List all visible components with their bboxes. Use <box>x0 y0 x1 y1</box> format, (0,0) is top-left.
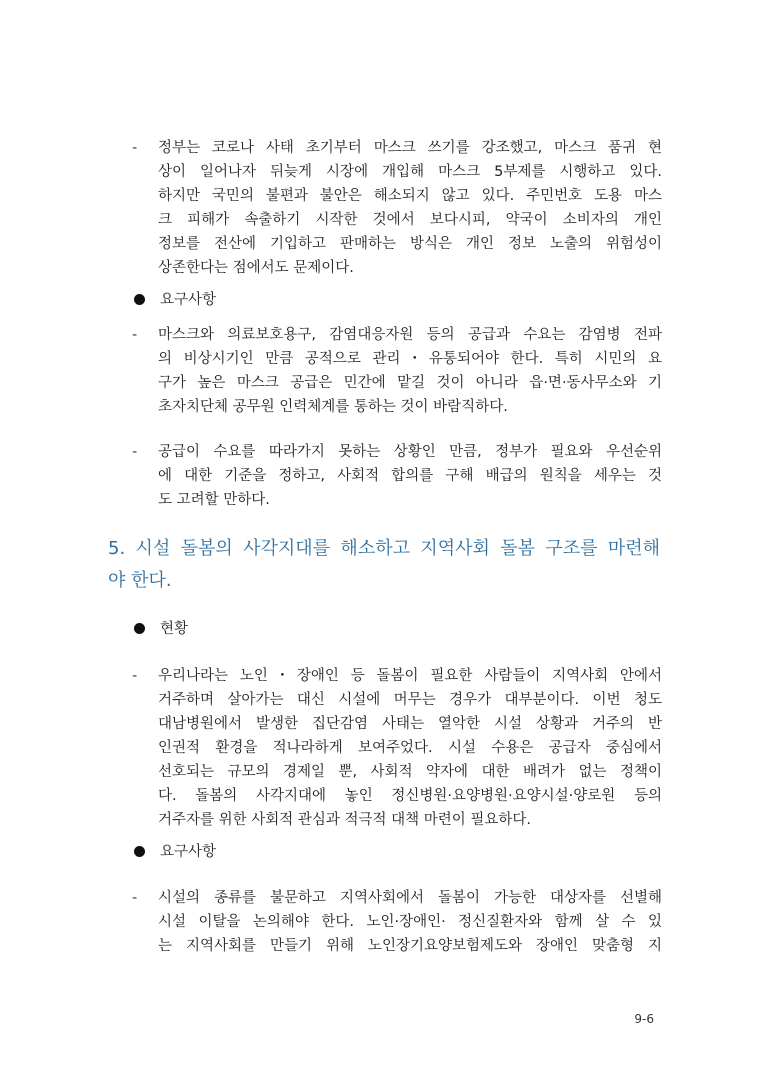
text-line: 에 대한 기준을 정하고, 사회적 합의를 구해 배급의 원칙을 세우는 것 <box>158 468 662 484</box>
paragraph-lines <box>158 886 662 958</box>
dash-marker: - <box>132 444 138 460</box>
heading-line: 야 한다. <box>108 570 172 591</box>
text-line: 거주하며 살아가는 대신 시설에 머무는 경우가 대부분이다. 이번 청도 <box>158 692 662 708</box>
paragraph-lines <box>158 323 662 419</box>
text-line: 도 고려할 만하다. <box>158 492 270 508</box>
bullet-icon <box>134 846 145 857</box>
text-line: 시설의 종류를 불문하고 지역사회에서 돌봄이 가능한 대상자를 선별해 <box>158 890 662 906</box>
dash-marker: - <box>132 668 138 684</box>
section-heading <box>108 533 660 597</box>
text-line: 하지만 국민의 불편과 불안은 해소되지 않고 있다. 주민번호 도용 마스 <box>158 188 662 204</box>
text-line: 는 지역사회를 만들기 위해 노인장기요양보험제도와 장애인 맞춤형 지 <box>158 938 662 954</box>
bullet-icon <box>134 294 145 305</box>
bullet-heading-status <box>134 617 188 641</box>
text-line: 다. 돌봄의 사각지대에 놓인 정신병원·요양병원·요양시설·양로원 등의 <box>158 788 662 804</box>
bullet-heading-requirements <box>134 840 216 864</box>
text-line: 공급이 수요를 따라가지 못하는 상황인 만큼, 정부가 필요와 우선순위 <box>158 444 662 460</box>
text-line: 시설 이탈을 논의해야 한다. 노인·장애인· 정신질환자와 함께 살 수 있 <box>158 914 662 930</box>
text-line: 우리나라는 노인・장애인 등 돌봄이 필요한 사람들이 지역사회 안에서 <box>158 668 662 684</box>
text-line: 정보를 전산에 기입하고 판매하는 방식은 개인 정보 노출의 위험성이 <box>158 236 662 252</box>
text-line: 의 비상시기인 만큼 공적으로 관리・유통되어야 한다. 특히 시민의 요 <box>158 351 662 367</box>
page-number: 9-6 <box>634 1012 654 1026</box>
bullet-icon <box>134 623 145 634</box>
paragraph-lines <box>158 136 662 280</box>
text-line: 대남병원에서 발생한 집단감염 사태는 열악한 시설 상황과 거주의 반 <box>158 716 662 732</box>
text-line: 정부는 코로나 사태 초기부터 마스크 쓰기를 강조했고, 마스크 품귀 현 <box>158 140 662 156</box>
text-line: 크 피해가 속출하기 시작한 것에서 보다시피, 약국이 소비자의 개인 <box>158 212 662 228</box>
paragraph-lines <box>158 664 662 832</box>
text-line: 상이 일어나자 뒤늦게 시장에 개입해 마스크 5부제를 시행하고 있다. <box>158 164 662 180</box>
paragraph-lines <box>158 440 662 512</box>
text-line: 마스크와 의료보호용구, 감염대응자원 등의 공급과 수요는 감염병 전파 <box>158 327 662 343</box>
text-line: 초자치단체 공무원 인력체계를 통하는 것이 바람직하다. <box>158 399 508 415</box>
text-line: 상존한다는 점에서도 문제이다. <box>158 260 354 276</box>
text-line: 인권적 환경을 적나라하게 보여주었다. 시설 수용은 공급자 중심에서 <box>158 740 662 756</box>
bullet-label: 요구사항 <box>160 292 217 308</box>
text-line: 거주자를 위한 사회적 관심과 적극적 대책 마련이 필요하다. <box>158 812 532 828</box>
bullet-label: 현황 <box>160 621 189 637</box>
heading-line: 5. 시설 돌봄의 사각지대를 해소하고 지역사회 돌봄 구조를 마련해 <box>108 538 660 559</box>
dash-marker: - <box>132 327 138 343</box>
text-line: 구가 높은 마스크 공급은 민간에 맡길 것이 아니라 읍·면·동사무소와 기 <box>158 375 662 391</box>
bullet-label: 요구사항 <box>160 844 217 860</box>
dash-marker: - <box>132 890 138 906</box>
bullet-heading-requirements <box>134 288 216 312</box>
dash-marker: - <box>132 140 138 156</box>
text-line: 선호되는 규모의 경제일 뿐, 사회적 약자에 대한 배려가 없는 정책이 <box>158 764 662 780</box>
